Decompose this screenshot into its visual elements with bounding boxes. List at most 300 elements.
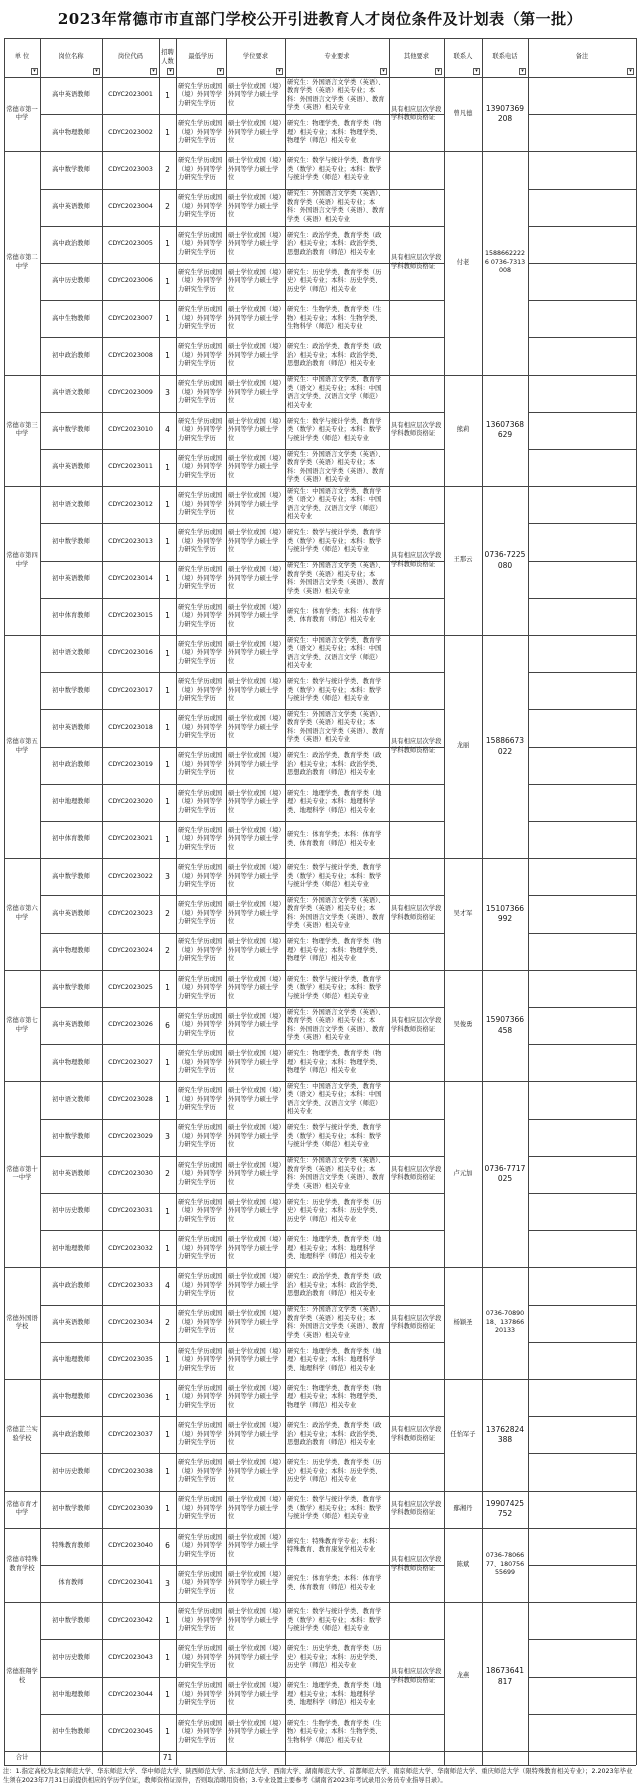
unit-name: 常德淮翔学校 [6,1668,38,1684]
position-code: CDYC2023024 [108,946,153,954]
min-education: 研究生学历或国（境）外同等学力研究生学历 [178,901,223,926]
degree-requirement: 硕士学位或国（境）外同等学力硕士学位 [228,1608,282,1633]
other-requirement: 具有相应层次学段学科教师资格证 [391,1165,442,1182]
header-remark: 备注 [575,53,589,61]
remark [528,1714,636,1751]
other-requirement: 具有相应层次学段学科教师资格证 [391,1556,442,1572]
degree-requirement: 硕士学位或国（境）外同等学力硕士学位 [228,1496,282,1521]
position-name: 初中体育教师 [52,612,90,620]
position-code: CDYC2023002 [108,128,153,136]
degree-requirement: 硕士学位或国（境）外同等学力硕士学位 [228,417,282,442]
remark [528,337,636,374]
position-name: 高中物理教师 [52,1058,90,1066]
position-code: CDYC2023032 [108,1244,153,1252]
position-name: 高中地理教师 [52,1356,90,1364]
position-code: CDYC2023034 [108,1318,153,1326]
other-requirement: 具有相应层次学段学科教师资格证 [391,738,442,754]
position-code: CDYC2023029 [108,1132,153,1140]
position-code: CDYC2023043 [108,1653,153,1661]
min-education: 研究生学历或国（境）外同等学力研究生学历 [178,1198,223,1223]
major-requirement: 研究生：地理学类、教育学类（地理）相关专业；本科：地理科学类、地理科学（师范）相关专业 [287,1347,382,1372]
min-education: 研究生学历或国（境）外同等学力研究生学历 [178,1570,223,1595]
major-requirement: 研究生：外国语言文学类（英语）、教育学类（英语）相关专业；本科：外国语言文学类（英语）、教育学类（英语）相关专业 [287,78,385,112]
remark [528,1044,636,1081]
degree-requirement: 硕士学位或国（境）外同等学力硕士学位 [228,1273,282,1298]
major-requirement: 研究生：数学与统计学类、教育学类（数学）相关专业；本科：数学与统计学类（师范）相关专业 [287,529,382,554]
position-name: 初中语文教师 [52,500,90,508]
position-code: CDYC2023028 [108,1095,153,1103]
position-name: 初中政治教师 [52,351,90,359]
degree-requirement: 硕士学位或国（境）外同等学力硕士学位 [228,1124,282,1149]
filter-dropdown-icon[interactable]: ▾ [31,68,38,75]
min-education: 研究生学历或国（境）外同等学力研究生学历 [178,1459,223,1484]
other-requirement: 具有相应层次学段学科教师资格证 [391,421,442,438]
degree-requirement: 硕士学位或国（境）外同等学力硕士学位 [228,306,282,331]
remark [528,1007,636,1044]
remark [528,412,636,449]
remark [528,1677,636,1714]
min-education: 研究生学历或国（境）外同等学力研究生学历 [178,678,223,703]
position-name: 高中英语教师 [52,909,90,917]
unit-name: 常德市第二中学 [6,254,38,270]
position-code: CDYC2023004 [108,202,153,210]
degree-requirement: 硕士学位或国（境）外同等学力硕士学位 [228,566,282,591]
position-name: 高中英语教师 [52,1318,90,1326]
table-rule [4,1751,636,1752]
min-education: 研究生学历或国（境）外同等学力研究生学历 [178,529,223,554]
min-education: 研究生学历或国（境）外同等学力研究生学历 [178,380,223,405]
major-requirement: 研究生：外国语言文学类（英语）、教育学类（英语）相关专业；本科：外国语言文学类（英语）、教育学类（英语）相关专业 [287,1306,385,1339]
major-requirement: 研究生：数学与统计学类、教育学类（数学）相关专业；本科：数学与统计学类（师范）相关专业 [287,1124,382,1149]
contact-person: 杨颖圣 [453,1318,473,1326]
other-requirement: 具有相应层次学段学科教师资格证 [391,552,442,568]
min-education: 研究生学历或国（境）外同等学力研究生学历 [178,1012,223,1037]
degree-requirement: 硕士学位或国（境）外同等学力硕士学位 [228,1570,282,1595]
unit-name: 常德市第一中学 [6,105,38,122]
major-requirement: 研究生：中国语言文学类、教育学类（语文）相关专业；本科：中国语言文学类、汉语言文学（师范）相关专业 [287,487,382,521]
hire-count: 1 [165,1727,170,1737]
position-name: 初中地理教师 [52,798,90,806]
min-education: 研究生学历或国（境）外同等学力研究生学历 [178,1161,223,1186]
position-name: 初中语文教师 [52,1095,90,1103]
hire-count: 2 [165,202,170,212]
min-education: 研究生学历或国（境）外同等学力研究生学历 [178,82,223,107]
filter-dropdown-icon[interactable]: ▾ [435,68,442,75]
remark [528,375,636,412]
contact-phone: 0736-7089018、13786620133 [485,1310,525,1335]
remark [528,1156,636,1193]
degree-requirement: 硕士学位或国（境）外同等学力硕士学位 [228,752,282,777]
min-education: 研究生学历或国（境）外同等学力研究生学历 [178,492,223,517]
position-name: 初中历史教师 [52,1653,90,1661]
position-code: CDYC2023003 [108,165,153,173]
major-requirement: 研究生：数学与统计学类、教育学类（数学）相关专业；本科：数学与统计学类（师范）相关专业 [287,864,382,889]
major-requirement: 研究生：体育学类；本科：体育学类、体育教育（师范）相关专业 [287,607,382,624]
hire-count: 1 [165,127,170,137]
degree-requirement: 硕士学位或国（境）外同等学力硕士学位 [228,1422,282,1447]
position-name: 高中政治教师 [52,1281,90,1289]
hire-count: 1 [165,1057,170,1067]
hire-count: 6 [165,1541,170,1551]
contact-phone: 13607368629 [485,420,525,440]
hire-count: 4 [165,1280,170,1290]
position-name: 高中历史教师 [52,277,90,285]
major-requirement: 研究生：数学与统计学类、教育学类（数学）相关专业；本科：数学与统计学类（师范）相关专业 [287,417,382,442]
degree-requirement: 硕士学位或国（境）外同等学力硕士学位 [228,901,282,926]
other-requirement: 具有相应层次学段学科教师资格证 [391,1426,442,1442]
unit-name: 常德市第十一中学 [6,1165,38,1182]
remark [528,858,636,895]
position-name: 高中物理教师 [52,946,90,954]
contact-phone: 15107366992 [485,903,525,923]
min-education: 研究生学历或国（境）外同等学力研究生学历 [178,1124,223,1149]
position-name: 高中英语教师 [52,202,90,210]
min-education: 研究生学历或国（境）外同等学力研究生学历 [178,1273,223,1298]
major-requirement: 研究生：物理学类、教育学类（物理）相关专业；本科：物理学类、物理学（师范）相关专业 [287,938,382,963]
remark [528,263,636,300]
unit-name: 常德外国语学校 [6,1314,38,1331]
contact-person: 鄢湘丹 [453,1504,473,1512]
position-name: 高中物理教师 [52,128,90,136]
degree-requirement: 硕士学位或国（境）外同等学力硕士学位 [228,1310,282,1335]
major-requirement: 研究生：历史学类、教育学类（历史）相关专业；本科：历史学类、历史学（师范）相关专业 [287,268,382,293]
min-education: 研究生学历或国（境）外同等学力研究生学历 [178,157,223,182]
filter-dropdown-icon[interactable]: ▾ [473,68,480,75]
position-code: CDYC2023006 [108,277,153,285]
remark [528,784,636,821]
remark [528,77,636,114]
position-name: 初中数学教师 [52,686,90,694]
position-code: CDYC2023036 [108,1393,153,1401]
remark [528,1267,636,1304]
filter-dropdown-icon[interactable]: ▾ [519,68,526,75]
remark [528,114,636,151]
contact-phone: 0736-7806677、18075655699 [485,1552,525,1577]
unit-name: 常德市第七中学 [6,1017,38,1033]
remark [528,523,636,560]
remark [528,226,636,263]
degree-requirement: 硕士学位或国（境）外同等学力硕士学位 [228,120,282,145]
min-education: 研究生学历或国（境）外同等学力研究生学历 [178,826,223,851]
hire-count: 3 [165,1132,170,1142]
min-education: 研究生学历或国（境）外同等学力研究生学历 [178,1608,223,1633]
position-name: 高中英语教师 [52,1021,90,1029]
degree-requirement: 硕士学位或国（境）外同等学力硕士学位 [228,789,282,814]
remark [528,1565,636,1602]
position-name: 初中数学教师 [52,1132,90,1140]
hire-count: 3 [165,871,170,881]
degree-requirement: 硕士学位或国（境）外同等学力硕士学位 [228,1459,282,1484]
header-major: 专业要求 [324,53,350,61]
degree-requirement: 硕士学位或国（境）外同等学力硕士学位 [228,194,282,219]
remark [528,821,636,858]
position-code: CDYC2023019 [108,760,153,768]
remark [528,1491,636,1528]
hire-count: 1 [165,648,170,658]
degree-requirement: 硕士学位或国（境）外同等学力硕士学位 [228,1161,282,1186]
major-requirement: 研究生：政治学类、教育学类（政治）相关专业；本科：政治学类、思想政治教育（师范）相关专业 [287,343,382,368]
degree-requirement: 硕士学位或国（境）外同等学力硕士学位 [228,975,282,1000]
major-requirement: 研究生：外国语言文学类（英语）、教育学类（英语）相关专业；本科：外国语言文学类（英语）、教育学类（英语）相关专业 [287,1008,385,1042]
degree-requirement: 硕士学位或国（境）外同等学力硕士学位 [228,1719,282,1744]
remark [528,1081,636,1118]
major-requirement: 研究生：中国语言文学类、教育学类（语文）相关专业；本科：中国语言文学类、汉语言文学（师范）相关专业 [287,1082,382,1116]
table-rule [4,77,636,78]
degree-requirement: 硕士学位或国（境）外同等学力硕士学位 [228,640,282,665]
header-degree: 学位要求 [242,53,269,61]
major-requirement: 研究生：中国语言文学类、教育学类（语文）相关专业；本科：中国语言文学类、汉语言文学（师范）相关专业 [287,376,382,409]
position-code: CDYC2023041 [108,1579,153,1587]
filter-dropdown-icon[interactable]: ▾ [276,68,283,75]
degree-requirement: 硕士学位或国（境）外同等学力硕士学位 [228,715,282,740]
position-code: CDYC2023007 [108,314,153,322]
degree-requirement: 硕士学位或国（境）外同等学力硕士学位 [228,938,282,963]
hire-count: 2 [165,908,170,918]
position-code: CDYC2023005 [108,240,153,248]
contact-phone: 13762824388 [485,1424,525,1444]
major-requirement: 研究生：政治学类、教育学类（政治）相关专业；本科：政治学类、思想政治教育（师范）相关专业 [287,231,382,256]
position-name: 初中体育教师 [52,835,90,843]
major-requirement: 研究生：数学与统计学类、教育学类（数学）相关专业；本科：数学与统计学类（师范）相关专业 [287,1496,382,1521]
position-name: 高中数学教师 [52,426,90,434]
degree-requirement: 硕士学位或国（境）外同等学力硕士学位 [228,678,282,703]
position-code: CDYC2023021 [108,835,153,843]
hire-count: 2 [165,946,170,956]
min-education: 研究生学历或国（境）外同等学力研究生学历 [178,1087,223,1112]
remark [528,1119,636,1156]
position-code: CDYC2023033 [108,1281,153,1289]
footnote: 注：1.指定高校为北京师范大学、华东师范大学、华中师范大学、陕西师范大学、东北师范大学、西南大学、湖南师范大学、首都师范大学、南京师范大学、华南师范大学、重庆师范大学（限特殊教育相关专业）；2.2023年毕业生须在2023年7月31日前提供相应的学历学位证，教师资格证原件，否则取消聘用资格；3.专业设置主要参考《湖南省2023年考试录用公务员专业指导目录》。 [3,1768,633,1784]
position-name: 体育教师 [58,1579,84,1587]
position-name: 初中数学教师 [52,1616,90,1624]
position-name: 初中数学教师 [52,1504,90,1512]
remark [528,1305,636,1342]
contact-phone: 0736-7225080 [484,550,526,570]
min-education: 研究生学历或国（境）外同等学力研究生学历 [178,343,223,368]
min-education: 研究生学历或国（境）外同等学力研究生学历 [178,1384,223,1409]
min-education: 研究生学历或国（境）外同等学力研究生学历 [178,1050,223,1075]
hire-count: 1 [165,760,170,770]
remark [528,189,636,226]
degree-requirement: 硕士学位或国（境）外同等学力硕士学位 [228,454,282,479]
total-label: 合计 [15,1753,29,1761]
contact-person: 卢元加 [453,1170,473,1178]
degree-requirement: 硕士学位或国（境）外同等学力硕士学位 [228,603,282,628]
major-requirement: 研究生：政治学类、教育学类（政治）相关专业；本科：政治学类、思想政治教育（师范）相关专业 [287,752,382,777]
major-requirement: 研究生：体育学类；本科：体育学类、体育教育（师范）相关专业 [287,831,382,847]
position-code: CDYC2023035 [108,1356,153,1364]
remark [528,1602,636,1639]
major-requirement: 研究生：地理学类、教育学类（地理）相关专业；本科：地理科学类、地理科学（师范）相关专业 [287,1236,382,1261]
remark [528,449,636,486]
table-rule [4,1765,636,1766]
position-code: CDYC2023013 [108,537,153,545]
position-name: 初中数学教师 [52,537,90,545]
position-name: 初中语文教师 [52,649,90,657]
remark [528,747,636,784]
hire-count: 3 [165,388,170,398]
position-code: CDYC2023038 [108,1467,153,1475]
remark [528,895,636,932]
other-requirement: 具有相应层次学段学科教师资格证 [391,1314,442,1331]
degree-requirement: 硕士学位或国（境）外同等学力硕士学位 [228,1682,282,1707]
hire-count: 1 [165,350,170,360]
hire-count: 4 [165,425,170,435]
header-other: 其他要求 [403,53,430,61]
major-requirement: 研究生：数学与统计学类、教育学类（数学）相关专业；本科：数学与统计学类（师范）相关专业 [287,678,382,703]
contact-person: 任怡军子 [450,1430,476,1438]
hire-count: 1 [165,1094,170,1104]
contact-person: 王那云 [453,556,473,564]
position-name: 初中历史教师 [52,1467,90,1475]
position-name: 高中政治教师 [52,1430,90,1438]
position-name: 高中政治教师 [52,240,90,248]
table-rule [636,38,637,1765]
unit-name: 常德市育才中学 [6,1500,38,1517]
table-rule [102,38,103,1765]
min-education: 研究生学历或国（境）外同等学力研究生学历 [178,1719,223,1744]
min-education: 研究生学历或国（境）外同等学力研究生学历 [178,603,223,628]
hire-count: 6 [165,1020,170,1030]
contact-person: 吴俊勇 [453,1021,473,1029]
header-phone: 联系电话 [492,53,518,61]
major-requirement: 研究生：特殊教育学专业；本科：特殊教育、教育康复学相关专业 [287,1537,382,1554]
major-requirement: 研究生：生物学类、教育学类（生物）相关专业；本科：生物学类、生物科学（师范）相关专业 [287,306,382,331]
position-code: CDYC2023010 [108,426,153,434]
major-requirement: 研究生：外国语言文学类（英语）、教育学类（英语）相关专业；本科：外国语言文学类（英语）、教育学类（英语）相关专业 [287,562,385,595]
contact-person: 付老 [456,258,470,266]
contact-phone: 18673641817 [485,1666,525,1686]
table-rule [444,38,445,1765]
contact-person: 陈斌 [456,1560,470,1568]
position-code: CDYC2023045 [108,1728,153,1736]
other-requirement: 具有相应层次学段学科教师资格证 [391,905,442,921]
contact-phone: 19907425752 [485,1499,525,1519]
filter-dropdown-icon[interactable]: ▾ [150,68,157,75]
major-requirement: 研究生：外国语言文学类（英语）、教育学类（英语）相关专业；本科：外国语言文学类（英语）、教育学类（英语）相关专业 [287,1157,385,1190]
degree-requirement: 硕士学位或国（境）外同等学力硕士学位 [228,1050,282,1075]
hire-count: 1 [165,499,170,509]
position-code: CDYC2023037 [108,1430,153,1438]
position-name: 初中历史教师 [52,1207,90,1215]
position-name: 高中英语教师 [52,91,90,99]
position-name: 高中语文教师 [52,388,90,396]
min-education: 研究生学历或国（境）外同等学力研究生学历 [178,194,223,219]
contact-phone: 13907369208 [485,104,525,124]
min-education: 研究生学历或国（境）外同等学力研究生学历 [178,1310,223,1335]
degree-requirement: 硕士学位或国（境）外同等学力硕士学位 [228,1236,282,1261]
unit-name: 常德市第五中学 [6,738,38,754]
filter-dropdown-icon[interactable]: ▾ [380,68,387,75]
unit-name: 常德市特殊教育学校 [6,1556,38,1572]
position-name: 高中数学教师 [52,872,90,880]
hire-count: 2 [165,164,170,174]
min-education: 研究生学历或国（境）外同等学力研究生学历 [178,1496,223,1521]
filter-dropdown-icon[interactable]: ▾ [167,68,174,75]
remark [528,970,636,1007]
position-name: 高中数学教师 [52,165,90,173]
min-education: 研究生学历或国（境）外同等学力研究生学历 [178,454,223,479]
degree-requirement: 硕士学位或国（境）外同等学力硕士学位 [228,864,282,889]
position-name: 初中生物教师 [52,1728,90,1736]
major-requirement: 研究生：历史学类、教育学类（历史）相关专业；本科：历史学类、历史学（师范）相关专业 [287,1645,382,1670]
position-code: CDYC2023012 [108,500,153,508]
major-requirement: 研究生：数学与统计学类、教育学类（数学）相关专业；本科：数学与统计学类（师范）相关专业 [287,975,382,1000]
header-education: 最低学历 [188,53,214,61]
unit-name: 常德市第三中学 [6,421,38,438]
remark [528,486,636,523]
major-requirement: 研究生：中国语言文学类、教育学类（语文）相关专业；本科：中国语言文学类、汉语言文学（师范）相关专业 [287,636,382,670]
position-code: CDYC2023027 [108,1058,153,1066]
remark [528,1193,636,1230]
other-requirement: 具有相应层次学段学科教师资格证 [391,1668,442,1684]
major-requirement: 研究生：政治学类、教育学类（政治）相关专业；本科：政治学类、思想政治教育（师范）相关专业 [287,1422,382,1447]
position-code: CDYC2023017 [108,686,153,694]
remark [528,1342,636,1379]
position-code: CDYC2023015 [108,612,153,620]
table-rule [4,38,636,39]
filter-dropdown-icon[interactable]: ▾ [627,68,634,75]
table-rule [528,38,529,1765]
table-rule [226,38,227,1765]
min-education: 研究生学历或国（境）外同等学力研究生学历 [178,789,223,814]
page-title: 2023年常德市市直部门学校公开引进教育人才岗位条件及计划表（第一批） [57,10,583,28]
header-unit: 单 位 [14,53,30,61]
remark [528,933,636,970]
position-code: CDYC2023014 [108,574,153,582]
hire-count: 1 [165,1392,170,1402]
min-education: 研究生学历或国（境）外同等学力研究生学历 [178,752,223,777]
min-education: 研究生学历或国（境）外同等学力研究生学历 [178,120,223,145]
position-code: CDYC2023040 [108,1542,153,1550]
major-requirement: 研究生：数学与统计学类、教育学类（数学）相关专业；本科：数学与统计学类（师范）相关专业 [287,157,382,182]
hire-count: 1 [165,983,170,993]
hire-count: 1 [165,1429,170,1439]
other-requirement: 具有相应层次学段学科教师资格证 [391,105,442,122]
hire-count: 1 [165,536,170,546]
degree-requirement: 硕士学位或国（境）外同等学力硕士学位 [228,1384,282,1409]
min-education: 研究生学历或国（境）外同等学力研究生学历 [178,1236,223,1261]
remark [528,1379,636,1416]
degree-requirement: 硕士学位或国（境）外同等学力硕士学位 [228,231,282,256]
degree-requirement: 硕士学位或国（境）外同等学力硕士学位 [228,1347,282,1372]
position-code: CDYC2023042 [108,1616,153,1624]
table-rule [482,38,483,1765]
major-requirement: 研究生：生物学类、教育学类（生物）相关专业；本科：生物学类、生物科学（师范）相关专业 [287,1719,382,1744]
hire-count: 1 [165,1355,170,1365]
filter-dropdown-icon[interactable]: ▾ [217,68,224,75]
other-requirement: 具有相应层次学段学科教师资格证 [391,1500,442,1517]
filter-dropdown-icon[interactable]: ▾ [93,68,100,75]
table-rule [285,38,286,1765]
remark [528,598,636,635]
min-education: 研究生学历或国（境）外同等学力研究生学历 [178,975,223,1000]
hire-count: 1 [165,1504,170,1514]
degree-requirement: 硕士学位或国（境）外同等学力硕士学位 [228,1087,282,1112]
major-requirement: 研究生：物理学类、教育学类（物理）相关专业；本科：物理学类、物理学（师范）相关专业 [287,1384,382,1409]
position-name: 特殊教育教师 [52,1542,90,1550]
min-education: 研究生学历或国（境）外同等学力研究生学历 [178,640,223,665]
contact-phone: 15907366458 [485,1015,525,1035]
major-requirement: 研究生：数学与统计学类、教育学类（数学）相关专业；本科：数学与统计学类（师范）相关专业 [287,1608,382,1633]
remark [528,635,636,672]
hire-count: 1 [165,90,170,100]
position-name: 高中英语教师 [52,463,90,471]
remark [528,709,636,746]
major-requirement: 研究生：物理学类、教育学类（物理）相关专业；本科：物理学类、物理学（师范）相关专业 [287,120,382,145]
min-education: 研究生学历或国（境）外同等学力研究生学历 [178,938,223,963]
hire-count: 1 [165,797,170,807]
